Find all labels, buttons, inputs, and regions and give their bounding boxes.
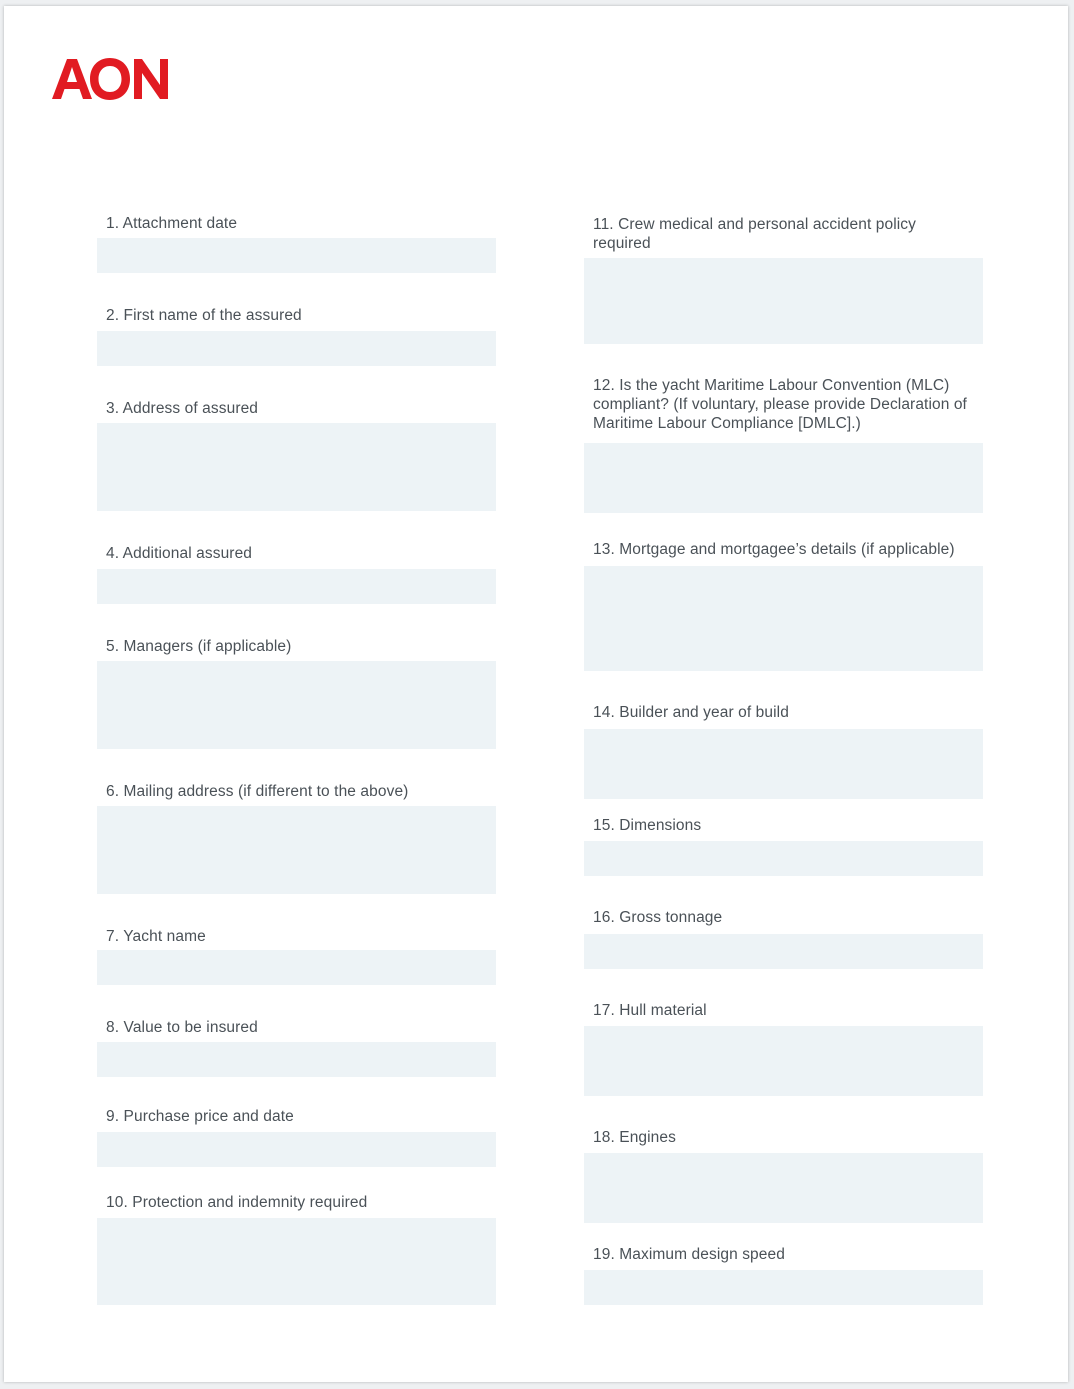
mortgage-details-input[interactable]	[584, 566, 983, 671]
yacht-name-input[interactable]	[97, 950, 496, 985]
label-engines: 18. Engines	[593, 1129, 676, 1146]
label-crew-medical: 11. Crew medical and personal accident policy required	[593, 216, 916, 252]
gross-tonnage-input[interactable]	[584, 934, 983, 969]
label-protection-indemnity: 10. Protection and indemnity required	[106, 1194, 368, 1211]
attachment-date-input[interactable]	[97, 238, 496, 273]
label-gross-tonnage: 16. Gross tonnage	[593, 909, 723, 926]
hull-material-input[interactable]	[584, 1026, 983, 1096]
purchase-price-date-input[interactable]	[97, 1132, 496, 1167]
first-name-assured-input[interactable]	[97, 331, 496, 366]
engines-input[interactable]	[584, 1153, 983, 1223]
additional-assured-input[interactable]	[97, 569, 496, 604]
label-purchase-price-date: 9. Purchase price and date	[106, 1108, 294, 1125]
label-dimensions: 15. Dimensions	[593, 817, 702, 834]
label-value-insured: 8. Value to be insured	[106, 1019, 258, 1036]
label-first-name-assured: 2. First name of the assured	[106, 307, 302, 324]
label-yacht-name: 7. Yacht name	[106, 928, 206, 945]
label-address-assured: 3. Address of assured	[106, 400, 259, 417]
value-insured-input[interactable]	[97, 1042, 496, 1077]
label-builder-year: 14. Builder and year of build	[593, 704, 789, 721]
label-additional-assured: 4. Additional assured	[106, 545, 253, 562]
mlc-compliant-input[interactable]	[584, 443, 983, 513]
aon-logo-graphic	[52, 56, 172, 102]
label-mailing-address: 6. Mailing address (if different to the above)	[106, 783, 409, 800]
max-design-speed-input[interactable]	[584, 1270, 983, 1305]
crew-medical-input[interactable]	[584, 258, 983, 344]
aon-logo	[52, 56, 172, 102]
mailing-address-input[interactable]	[97, 806, 496, 894]
form-page	[4, 6, 1068, 1382]
dimensions-input[interactable]	[584, 841, 983, 876]
label-mlc-compliant: 12. Is the yacht Maritime Labour Convention (MLC) compliant? (If voluntary, please provide Declaration of Maritime Labour Compliance [DMLC].)	[593, 377, 967, 432]
label-max-design-speed: 19. Maximum design speed	[593, 1246, 785, 1263]
label-mortgage-details: 13. Mortgage and mortgagee’s details (if applicable)	[593, 541, 955, 558]
managers-input[interactable]	[97, 661, 496, 749]
label-hull-material: 17. Hull material	[593, 1002, 707, 1019]
address-assured-input[interactable]	[97, 423, 496, 511]
label-attachment-date: 1. Attachment date	[106, 215, 238, 232]
label-managers: 5. Managers (if applicable)	[106, 638, 292, 655]
protection-indemnity-input[interactable]	[97, 1218, 496, 1305]
builder-year-input[interactable]	[584, 729, 983, 799]
